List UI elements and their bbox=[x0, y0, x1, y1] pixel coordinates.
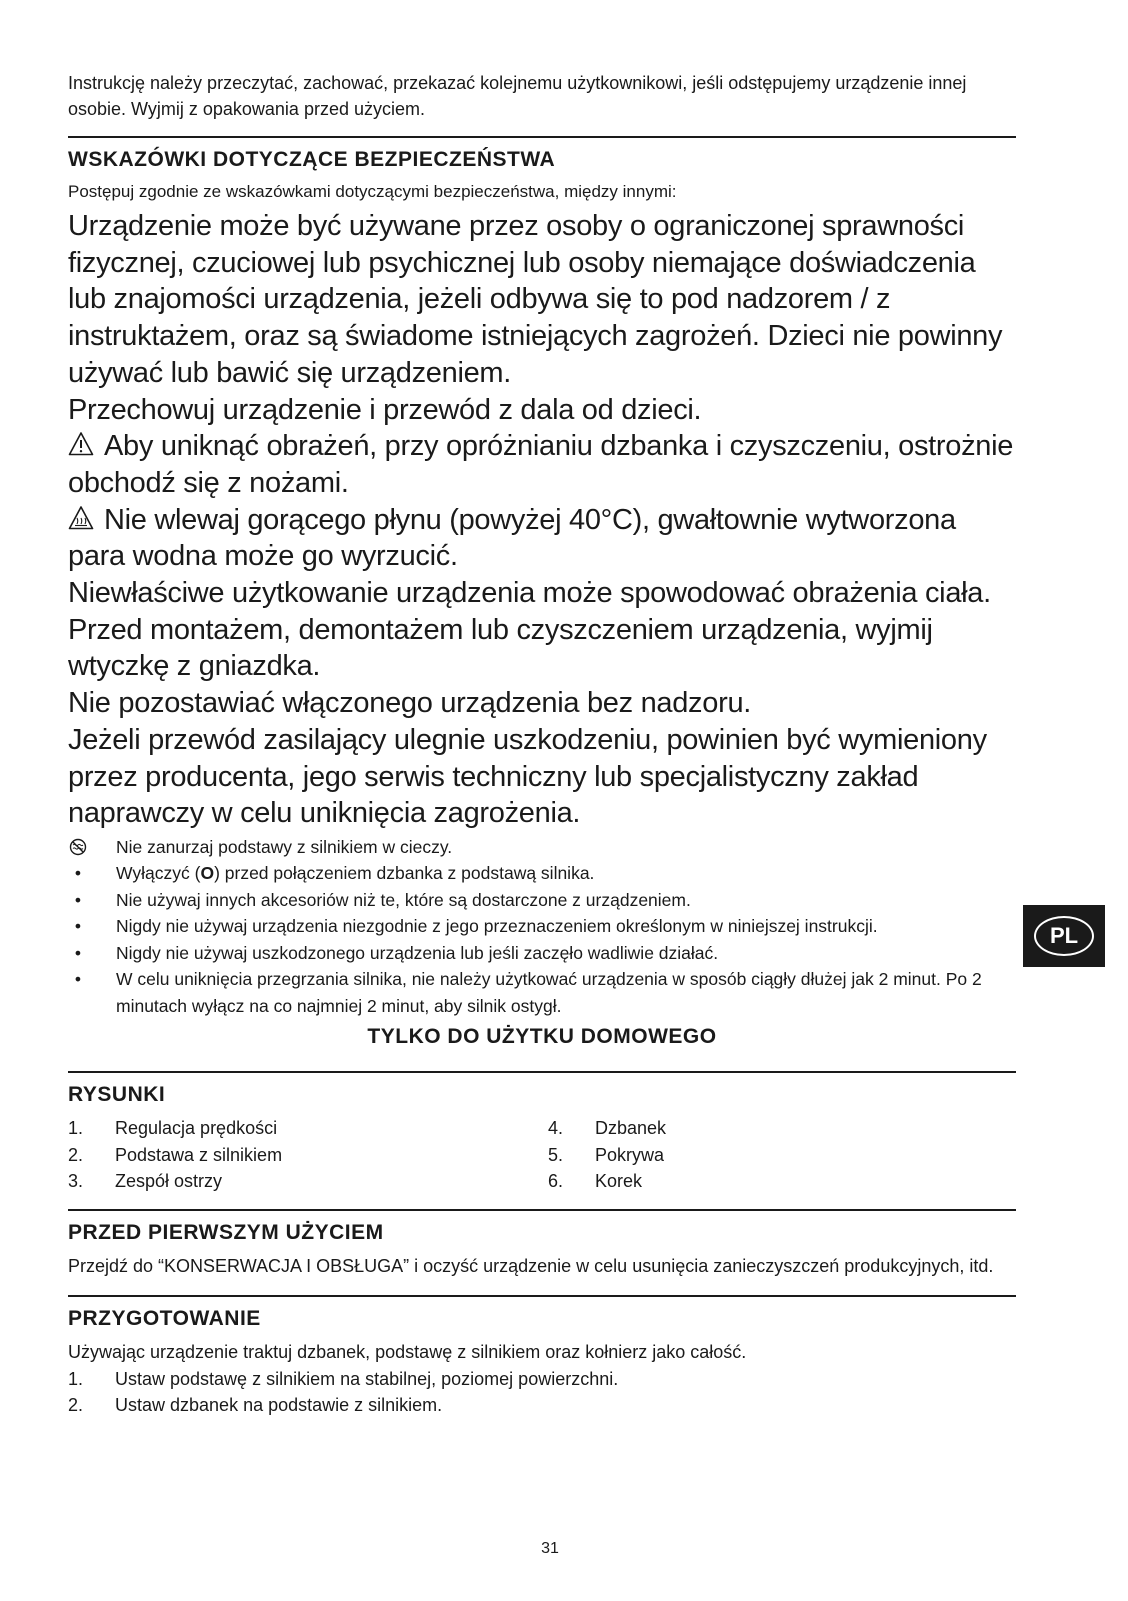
safety-heading: WSKAZÓWKI DOTYCZĄCE BEZPIECZEŃSTWA bbox=[68, 148, 556, 171]
warning-triangle-icon bbox=[68, 430, 94, 456]
preparation-text: Używając urządzenie traktuj dzbanek, podstawę z silnikiem oraz kołnierz jako całość. bbox=[68, 1342, 747, 1363]
item-label: Pokrywa bbox=[595, 1144, 665, 1165]
first-use-heading: PRZED PIERWSZYM UŻYCIEM bbox=[68, 1220, 384, 1244]
bullet-text-prefix: Wyłączyć ( bbox=[116, 863, 201, 884]
language-badge: PL bbox=[1034, 916, 1094, 956]
safety-main-text bbox=[68, 208, 1016, 832]
list-item bbox=[68, 860, 1016, 887]
bullet-text: przed połączeniem dzbanka z podstawą silnika. bbox=[224, 863, 595, 884]
list-item bbox=[68, 1142, 548, 1169]
hot-surface-warning-icon bbox=[68, 504, 94, 530]
item-label: Korek bbox=[595, 1171, 643, 1192]
safety-paragraph: Przed montażem, demontażem lub czyszczeniem urządzenia, wyjmij wtyczkę z gniazdka. bbox=[68, 613, 933, 683]
page-number: 31 bbox=[541, 1540, 559, 1557]
figures-heading: RYSUNKI bbox=[68, 1083, 166, 1107]
item-label: Regulacja prędkości bbox=[115, 1118, 278, 1139]
divider bbox=[68, 1209, 1016, 1211]
do-not-immerse-icon bbox=[68, 834, 88, 861]
list-item bbox=[68, 966, 1016, 1019]
safety-paragraph: Niewłaściwe użytkowanie urządzenia może spowodować obrażenia ciała. bbox=[68, 577, 991, 610]
list-item bbox=[68, 940, 1016, 967]
list-item bbox=[68, 1115, 548, 1142]
safety-paragraph: Nie pozostawiać włączonego urządzenia bez nadzoru. bbox=[68, 687, 752, 720]
safety-paragraph: Jeżeli przewód zasilający ulegnie uszkodzeniu, powinien być wymieniony przez producenta, jego serwis techniczny lub specjalistyczny zakład naprawczy w celu uniknięcia zagrożenia. bbox=[68, 723, 987, 830]
list-item bbox=[68, 1392, 1016, 1419]
list-item bbox=[68, 913, 1016, 940]
list-item bbox=[548, 1142, 666, 1169]
safety-paragraph: Przechowuj urządzenie i przewód z dala od dzieci. bbox=[68, 393, 702, 426]
item-number: 3. bbox=[68, 1171, 84, 1192]
step-number: 1. bbox=[68, 1368, 84, 1389]
language-tab bbox=[1023, 905, 1105, 967]
item-number: 4. bbox=[548, 1118, 564, 1139]
item-number: 5. bbox=[548, 1144, 564, 1165]
first-use-text: Przejdź do “KONSERWACJA I OBSŁUGA” i oczyść urządzenie w celu usunięcia zanieczyszczeń produkcyjnych, itd. bbox=[68, 1255, 994, 1276]
list-item bbox=[68, 1366, 1016, 1393]
item-label: Dzbanek bbox=[595, 1118, 667, 1139]
item-number: 1. bbox=[68, 1118, 84, 1139]
manual-page bbox=[68, 70, 1016, 1419]
divider bbox=[68, 1295, 1016, 1297]
item-number: 2. bbox=[68, 1144, 84, 1165]
bullet-text: W celu uniknięcia przegrzania silnika, nie należy użytkować urządzenia w sposób ciągły dłużej jak 2 minut. Po 2 minutach wyłącz na co najmniej 2 minut, aby silnik ostygł. bbox=[116, 969, 982, 1016]
parts-column-left bbox=[68, 1115, 548, 1195]
warning-text: Aby uniknąć obrażeń, przy opróżnianiu dzbanka i czyszczeniu, ostrożnie obchodź się z nożami. bbox=[68, 430, 1014, 499]
list-item bbox=[68, 834, 1016, 861]
step-number: 2. bbox=[68, 1395, 84, 1416]
bullet-text: Nie używaj innych akcesoriów niż te, które są dostarczone z urządzeniem. bbox=[116, 889, 691, 910]
intro-text: Instrukcję należy przeczytać, zachować, przekazać kolejnemu użytkownikowi, jeśli odstępujemy urządzenie innej osobie. Wyjmij z opakowania przed użyciem. bbox=[68, 73, 967, 119]
safety-paragraph-warning bbox=[68, 502, 1016, 575]
list-item bbox=[548, 1115, 666, 1142]
bullet-text-paren: ) bbox=[214, 863, 220, 884]
off-symbol: O bbox=[200, 863, 215, 884]
parts-list bbox=[68, 1115, 1016, 1195]
list-item bbox=[68, 887, 1016, 914]
item-number: 6. bbox=[548, 1171, 564, 1192]
warning-text: Nie wlewaj gorącego płynu (powyżej 40°C), gwałtownie wytworzona para wodna może go wyrzucić. bbox=[68, 503, 956, 573]
bullet-text: Nie zanurzaj podstawy z silnikiem w cieczy. bbox=[116, 836, 453, 857]
step-label: Ustaw podstawę z silnikiem na stabilnej, poziomej powierzchni. bbox=[115, 1368, 619, 1389]
parts-column-right bbox=[548, 1115, 666, 1195]
step-label: Ustaw dzbanek na podstawie z silnikiem. bbox=[115, 1395, 443, 1416]
bullet-dot: • bbox=[74, 889, 82, 910]
divider bbox=[68, 1071, 1016, 1073]
bullet-dot: • bbox=[74, 942, 82, 963]
bullet-text: Nigdy nie używaj urządzenia niezgodnie z jego przeznaczeniem określonym w niniejszej instrukcji. bbox=[116, 916, 878, 937]
preparation-heading: PRZYGOTOWANIE bbox=[68, 1307, 261, 1331]
bullet-dot: • bbox=[74, 969, 82, 990]
list-item bbox=[548, 1168, 666, 1195]
preparation-steps bbox=[68, 1366, 1016, 1419]
divider bbox=[68, 136, 1016, 138]
bullet-dot: • bbox=[74, 863, 82, 884]
list-item bbox=[68, 1168, 548, 1195]
bullet-dot: • bbox=[74, 916, 82, 937]
safety-paragraph-warning bbox=[68, 428, 1016, 501]
home-use-heading: TYLKO DO UŻYTKU DOMOWEGO bbox=[367, 1025, 717, 1049]
safety-bullet-list bbox=[68, 834, 1016, 1020]
safety-paragraph: Urządzenie może być używane przez osoby o ograniczonej sprawności fizycznej, czuciowej lub psychicznej lub osoby niemające doświadczenia lub znajomości urządzenia, jeżeli odbywa się to pod nadzorem / z instruktażem, oraz są świadome istniejących zagrożeń. Dzieci nie powinny używać lub bawić się urządzeniem. bbox=[68, 210, 1003, 389]
bullet-text: Nigdy nie używaj uszkodzonego urządzenia lub jeśli zaczęło wadliwie działać. bbox=[116, 942, 719, 963]
item-label: Podstawa z silnikiem bbox=[115, 1144, 283, 1165]
item-label: Zespół ostrzy bbox=[115, 1171, 223, 1192]
safety-subintro: Postępuj zgodnie ze wskazówkami dotyczącymi bezpieczeństwa, między innymi: bbox=[68, 182, 677, 201]
